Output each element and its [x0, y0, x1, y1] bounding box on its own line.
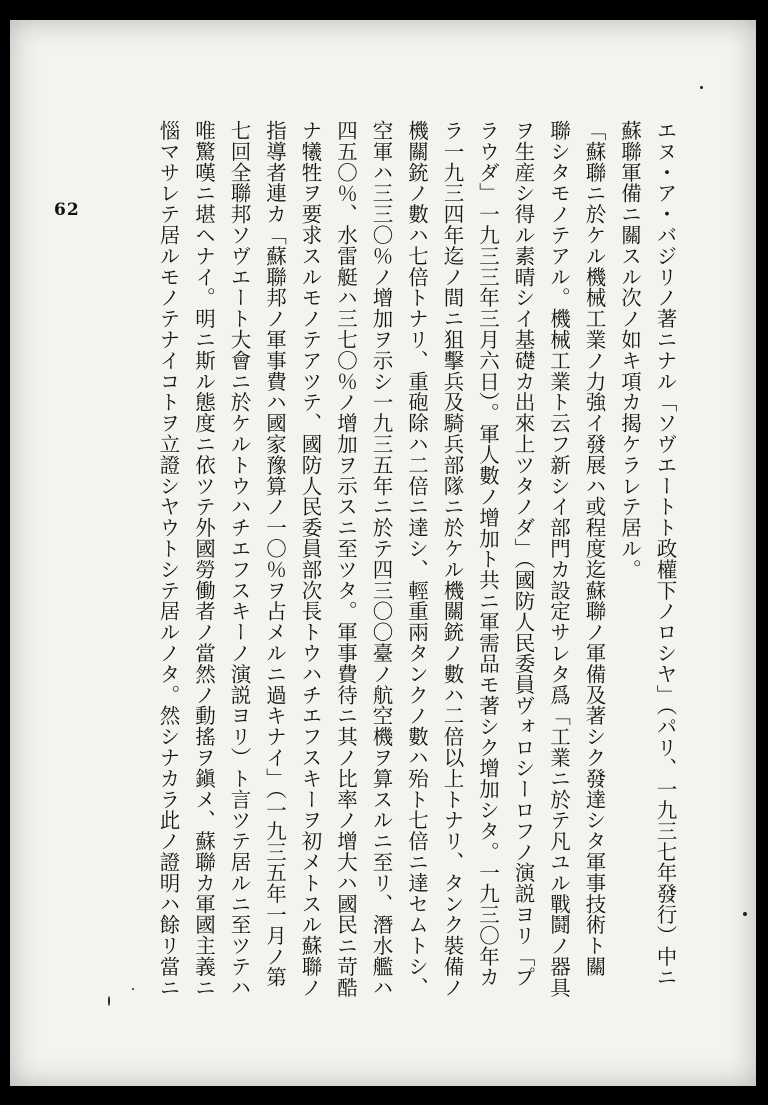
text-line: ラ一九三四年迄ノ間ニ狙擊兵及騎兵部隊ニ於ケル機關銃ノ數ハ二倍以上トナリ、タンク裝備ノ	[440, 120, 464, 998]
page-number: 62	[54, 200, 80, 220]
scan-speck	[132, 988, 134, 990]
scan-speck	[743, 912, 747, 916]
text-line: 唯驚嘆ニ堪ヘナイ。明ニ斯ル態度ニ依ツテ外國勞働者ノ當然ノ動搖ヲ鎭メ、蘇聯カ軍國主義ニ	[191, 120, 216, 998]
text-line: 「蘇聯ニ於ケル機械工業ノ力強イ發展ハ或程度迄蘇聯ノ軍備及著シク發達シタ軍事技術ト關	[582, 120, 606, 977]
text-line: ヲ生産シ得ル素晴シイ基礎カ出來上ツタノダ」（國防人民委員ヴォロシーロフノ演説ヨリ「プ	[511, 120, 535, 988]
text-line: 蘇聯軍備ニ關スル次ノ如キ項カ揭ケラレテ居ル。	[617, 120, 642, 580]
text-line: 四五〇％、水雷艇ハ三七〇％ノ增加ヲ示スニ至ツタ。軍事費待ニ其ノ比率ノ增大ハ國民ニ苛酷	[333, 120, 358, 998]
text-line: 七回全聯邦ソヴエート大會ニ於ケルトウハチエフスキーノ演説ヨリ）ト言ツテ居ルニ至ツテハ	[227, 120, 251, 998]
scan-speck	[700, 86, 703, 89]
text-line: ラウダ」一九三三年三月六日）。軍人數ノ增加ト共ニ軍需品モ著シク增加シタ。一九三〇年カ	[475, 120, 500, 988]
text-line: 空軍ハ三三〇％ノ增加ヲ示シ一九三五年ニ於テ四三〇〇臺ノ航空機ヲ算スルニ至リ、潛水艦ハ	[369, 120, 393, 998]
text-line: ナ犧牲ヲ要求スルモノテアツテ、國防人民委員部次長トウハチエフスキーヲ初メトスル蘇聯ノ	[298, 120, 322, 998]
scan-speck	[108, 996, 110, 1006]
text-line: 惱マサレテ居ルモノテナイコトヲ立證シヤウトシテ居ルノタ。然シナカラ此ノ證明ハ餘リ當ニ	[156, 120, 180, 998]
text-line: 聯シタモノテアル。機械工業ト云フ新シイ部門カ設定サレタ爲「工業ニ於テ凡ユル戰鬪ノ器具	[546, 120, 571, 998]
text-line: 指導者連カ「蘇聯邦ノ軍事費ハ國家豫算ノ一〇％ヲ占メルニ過キナイ」（一九三五年一月ノ第	[262, 120, 287, 988]
text-line: エヌ・ア・バジリノ著ニナル「ソヴエートト政權下ノロシヤ」（パリ、一九三七年發行）中ニ	[653, 120, 677, 988]
document-page	[10, 20, 756, 1086]
body-text	[150, 120, 683, 1020]
text-line: 機關銃ノ數ハ七倍トナリ、重砲除ハ二倍ニ達シ、輕重兩タンクノ數ハ殆ト七倍ニ達セムトシ、	[404, 120, 429, 998]
